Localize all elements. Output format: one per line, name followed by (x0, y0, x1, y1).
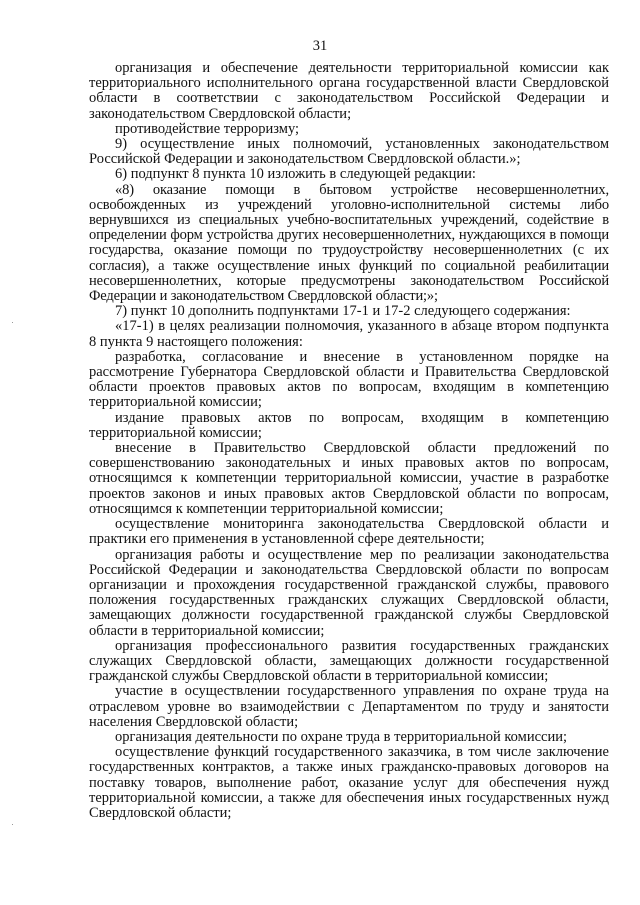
scan-speck (12, 322, 13, 323)
page-number: 31 (312, 38, 328, 54)
paragraph: 7) пункт 10 дополнить подпунктами 17-1 и 17-2 следующего содержания: (115, 303, 571, 320)
paragraph: внесение в Правительство Свердловской области предложений по совершенствованию законодательных и иных правовых актов по вопросам, относящимся к компетенции территориальной комиссии, участие в разработке проектов законов и иных правовых актов Свердловской области по вопросам, относящимся к компетенции территориальной комиссии; (89, 440, 609, 517)
paragraph: разработка, согласование и внесение в установленном порядке на рассмотрение Губернатора Свердловской области и Правительства Свердловской области проектов правовых актов по вопросам, входящим в компетенцию территориальной комиссии; (89, 348, 609, 411)
paragraph: организация работы и осуществление мер по реализации законодательства Российской Федерации и законодательства Свердловской области по вопросам организации и прохождения государственной гражданской службы, правового положения государственных гражданских служащих Свердловской области, замещающих должности государственной гражданской службы Свердловской области в территориальной комиссии; (89, 546, 609, 639)
paragraph: организация профессионального развития государственных гражданских служащих Свердловской области, замещающих должности государственной гражданской службы Свердловской области в территориальной комиссии; (89, 637, 609, 685)
document-body (89, 61, 609, 821)
paragraph: 6) подпункт 8 пункта 10 изложить в следующей редакции: (115, 166, 476, 183)
paragraph: 9) осуществление иных полномочий, установленных законодательством Российской Федерации и законодательством Свердловской области.»; (89, 136, 609, 168)
paragraph: «8) оказание помощи в бытовом устройстве несовершеннолетних, освобожденных из учреждений уголовно-исполнительной системы либо вернувшихся из специальных учебно-воспитательных учреждений, содействие в определении форм устройства других несовершеннолетних, нуждающихся в помощи государства, оказание помощи по трудоустройству несовершеннолетних (с их согласия), а также осуществление иных функций по социальной реабилитации несовершеннолетних, которые предусмотрены законодательством Российской Федерации и законодательством Свердловской области;»; (89, 181, 609, 305)
paragraph: участие в осуществлении государственного управления по охране труда на отраслевом уровне во взаимодействии с Департаментом по труду и занятости населения Свердловской области; (89, 683, 609, 730)
paragraph: «17-1) в целях реализации полномочия, указанного в абзаце втором подпункта 8 пункта 9 настоящего положения: (89, 318, 609, 350)
paragraph: организация деятельности по охране труда в территориальной комиссии; (115, 728, 567, 745)
paragraph: организация и обеспечение деятельности территориальной комиссии как территориального исполнительного органа государственной власти Свердловской области в соответствии с законодательством Российской Федерации и законодательством Свердловской области; (89, 60, 609, 122)
paragraph: противодействие терроризму; (115, 120, 300, 137)
paragraph: осуществление функций государственного заказчика, в том числе заключение государственных контрактов, а также иных гражданско-правовых договоров на поставку товаров, выполнение работ, оказание услуг для обеспечения нужд территориальной комиссии, а также для обеспечения иных государственных нужд Свердловской области; (89, 744, 609, 821)
paragraph: издание правовых актов по вопросам, входящим в компетенцию территориальной комиссии; (89, 409, 609, 441)
paragraph: осуществление мониторинга законодательства Свердловской области и практики его применения в установленной сфере деятельности; (89, 516, 609, 548)
scan-speck (12, 824, 13, 825)
